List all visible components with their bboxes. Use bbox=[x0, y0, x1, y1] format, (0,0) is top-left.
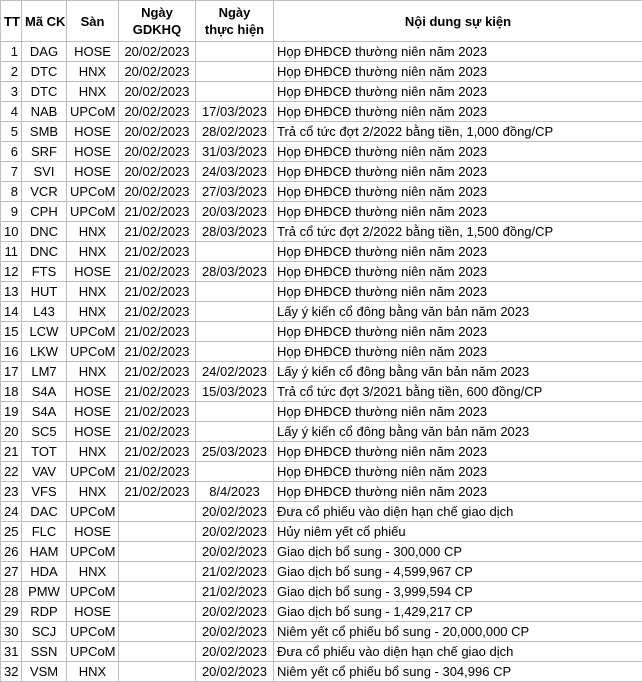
cell-ex-date: 21/02/2023 bbox=[119, 422, 196, 442]
cell-tt: 30 bbox=[1, 622, 22, 642]
cell-event: Giao dịch bổ sung - 4,599,967 CP bbox=[274, 562, 642, 582]
cell-code: DAC bbox=[22, 502, 67, 522]
cell-code: HUT bbox=[22, 282, 67, 302]
cell-event: Họp ĐHĐCĐ thường niên năm 2023 bbox=[274, 262, 642, 282]
cell-ex-date: 21/02/2023 bbox=[119, 222, 196, 242]
cell-exchange: UPCoM bbox=[67, 462, 119, 482]
cell-impl-date: 20/03/2023 bbox=[196, 202, 274, 222]
cell-impl-date: 15/03/2023 bbox=[196, 382, 274, 402]
cell-exchange: UPCoM bbox=[67, 202, 119, 222]
cell-code: VFS bbox=[22, 482, 67, 502]
cell-tt: 26 bbox=[1, 542, 22, 562]
cell-ex-date: 20/02/2023 bbox=[119, 162, 196, 182]
cell-impl-date bbox=[196, 242, 274, 262]
cell-impl-date: 21/02/2023 bbox=[196, 582, 274, 602]
cell-exchange: UPCoM bbox=[67, 342, 119, 362]
cell-impl-date bbox=[196, 462, 274, 482]
cell-impl-date: 20/02/2023 bbox=[196, 502, 274, 522]
table-row bbox=[1, 282, 642, 302]
cell-exchange: HOSE bbox=[67, 142, 119, 162]
cell-exchange: HNX bbox=[67, 222, 119, 242]
cell-event: Họp ĐHĐCĐ thường niên năm 2023 bbox=[274, 322, 642, 342]
cell-impl-date: 20/02/2023 bbox=[196, 602, 274, 622]
cell-ex-date: 21/02/2023 bbox=[119, 402, 196, 422]
cell-impl-date: 20/02/2023 bbox=[196, 542, 274, 562]
cell-code: VSM bbox=[22, 662, 67, 682]
cell-impl-date bbox=[196, 62, 274, 82]
cell-exchange: HOSE bbox=[67, 42, 119, 62]
table-row bbox=[1, 182, 642, 202]
cell-ex-date: 21/02/2023 bbox=[119, 482, 196, 502]
cell-event: Họp ĐHĐCĐ thường niên năm 2023 bbox=[274, 182, 642, 202]
cell-ex-date bbox=[119, 662, 196, 682]
cell-ex-date: 20/02/2023 bbox=[119, 102, 196, 122]
cell-exchange: HNX bbox=[67, 282, 119, 302]
cell-code: SVI bbox=[22, 162, 67, 182]
cell-tt: 17 bbox=[1, 362, 22, 382]
table-row bbox=[1, 562, 642, 582]
cell-code: FTS bbox=[22, 262, 67, 282]
table-row bbox=[1, 442, 642, 462]
cell-tt: 5 bbox=[1, 122, 22, 142]
cell-impl-date bbox=[196, 282, 274, 302]
cell-impl-date bbox=[196, 402, 274, 422]
cell-code: SMB bbox=[22, 122, 67, 142]
cell-impl-date bbox=[196, 42, 274, 62]
cell-impl-date: 28/03/2023 bbox=[196, 222, 274, 242]
table-body bbox=[1, 42, 642, 682]
cell-impl-date: 8/4/2023 bbox=[196, 482, 274, 502]
cell-ex-date bbox=[119, 642, 196, 662]
cell-tt: 23 bbox=[1, 482, 22, 502]
cell-ex-date: 21/02/2023 bbox=[119, 342, 196, 362]
cell-impl-date: 20/02/2023 bbox=[196, 642, 274, 662]
cell-impl-date: 28/03/2023 bbox=[196, 262, 274, 282]
table-row bbox=[1, 42, 642, 62]
cell-code: DTC bbox=[22, 62, 67, 82]
cell-ex-date bbox=[119, 622, 196, 642]
cell-tt: 20 bbox=[1, 422, 22, 442]
header-ex-date-line1: Ngày bbox=[141, 5, 173, 20]
cell-tt: 4 bbox=[1, 102, 22, 122]
table-row bbox=[1, 422, 642, 442]
cell-event: Trả cổ tức đợt 2/2022 bằng tiền, 1,000 đồng/CP bbox=[274, 122, 642, 142]
cell-exchange: HNX bbox=[67, 242, 119, 262]
cell-exchange: UPCoM bbox=[67, 542, 119, 562]
cell-ex-date: 21/02/2023 bbox=[119, 462, 196, 482]
cell-event: Họp ĐHĐCĐ thường niên năm 2023 bbox=[274, 162, 642, 182]
cell-impl-date bbox=[196, 302, 274, 322]
cell-ex-date: 20/02/2023 bbox=[119, 142, 196, 162]
header-exchange: Sàn bbox=[67, 1, 119, 42]
cell-exchange: UPCoM bbox=[67, 622, 119, 642]
cell-exchange: HOSE bbox=[67, 422, 119, 442]
cell-exchange: HNX bbox=[67, 302, 119, 322]
cell-code: CPH bbox=[22, 202, 67, 222]
cell-exchange: UPCoM bbox=[67, 322, 119, 342]
cell-tt: 27 bbox=[1, 562, 22, 582]
cell-ex-date: 20/02/2023 bbox=[119, 122, 196, 142]
cell-event: Trả cổ tức đợt 3/2021 bằng tiền, 600 đồng/CP bbox=[274, 382, 642, 402]
cell-impl-date: 31/03/2023 bbox=[196, 142, 274, 162]
cell-ex-date: 21/02/2023 bbox=[119, 442, 196, 462]
cell-event: Họp ĐHĐCĐ thường niên năm 2023 bbox=[274, 142, 642, 162]
table-row bbox=[1, 242, 642, 262]
cell-exchange: HNX bbox=[67, 362, 119, 382]
cell-impl-date bbox=[196, 422, 274, 442]
cell-event: Niêm yết cổ phiếu bổ sung - 304,996 CP bbox=[274, 662, 642, 682]
table-row bbox=[1, 382, 642, 402]
cell-ex-date: 21/02/2023 bbox=[119, 382, 196, 402]
cell-ex-date: 21/02/2023 bbox=[119, 302, 196, 322]
table-row bbox=[1, 222, 642, 242]
cell-event: Họp ĐHĐCĐ thường niên năm 2023 bbox=[274, 402, 642, 422]
cell-exchange: HNX bbox=[67, 562, 119, 582]
header-impl-date bbox=[196, 1, 274, 42]
cell-event: Họp ĐHĐCĐ thường niên năm 2023 bbox=[274, 102, 642, 122]
header-tt: TT bbox=[1, 1, 22, 42]
cell-tt: 28 bbox=[1, 582, 22, 602]
cell-code: HAM bbox=[22, 542, 67, 562]
header-event: Nội dung sự kiện bbox=[274, 1, 642, 42]
cell-exchange: UPCoM bbox=[67, 182, 119, 202]
cell-impl-date: 24/02/2023 bbox=[196, 362, 274, 382]
cell-event: Giao dịch bổ sung - 1,429,217 CP bbox=[274, 602, 642, 622]
cell-code: RDP bbox=[22, 602, 67, 622]
cell-tt: 21 bbox=[1, 442, 22, 462]
table-row bbox=[1, 482, 642, 502]
cell-event: Họp ĐHĐCĐ thường niên năm 2023 bbox=[274, 62, 642, 82]
table-row bbox=[1, 602, 642, 622]
cell-ex-date: 21/02/2023 bbox=[119, 242, 196, 262]
cell-ex-date: 20/02/2023 bbox=[119, 82, 196, 102]
cell-event: Họp ĐHĐCĐ thường niên năm 2023 bbox=[274, 462, 642, 482]
table-row bbox=[1, 542, 642, 562]
cell-tt: 9 bbox=[1, 202, 22, 222]
cell-tt: 18 bbox=[1, 382, 22, 402]
cell-code: LKW bbox=[22, 342, 67, 362]
cell-impl-date bbox=[196, 82, 274, 102]
cell-exchange: HOSE bbox=[67, 122, 119, 142]
cell-event: Họp ĐHĐCĐ thường niên năm 2023 bbox=[274, 242, 642, 262]
table-row bbox=[1, 582, 642, 602]
header-impl-date-line1: Ngày bbox=[219, 5, 251, 20]
cell-impl-date: 24/03/2023 bbox=[196, 162, 274, 182]
cell-tt: 8 bbox=[1, 182, 22, 202]
table-row bbox=[1, 322, 642, 342]
table-row bbox=[1, 522, 642, 542]
cell-tt: 3 bbox=[1, 82, 22, 102]
cell-code: DNC bbox=[22, 242, 67, 262]
cell-event: Họp ĐHĐCĐ thường niên năm 2023 bbox=[274, 202, 642, 222]
cell-exchange: HOSE bbox=[67, 262, 119, 282]
table-row bbox=[1, 262, 642, 282]
cell-code: LM7 bbox=[22, 362, 67, 382]
table-row bbox=[1, 302, 642, 322]
cell-event: Trả cổ tức đợt 2/2022 bằng tiền, 1,500 đồng/CP bbox=[274, 222, 642, 242]
cell-ex-date: 20/02/2023 bbox=[119, 42, 196, 62]
cell-tt: 1 bbox=[1, 42, 22, 62]
table-row bbox=[1, 202, 642, 222]
cell-code: SCJ bbox=[22, 622, 67, 642]
cell-impl-date: 28/02/2023 bbox=[196, 122, 274, 142]
table-row bbox=[1, 402, 642, 422]
table-row bbox=[1, 82, 642, 102]
cell-tt: 7 bbox=[1, 162, 22, 182]
cell-exchange: HOSE bbox=[67, 602, 119, 622]
cell-ex-date: 21/02/2023 bbox=[119, 322, 196, 342]
cell-code: DAG bbox=[22, 42, 67, 62]
table-row bbox=[1, 142, 642, 162]
cell-tt: 32 bbox=[1, 662, 22, 682]
cell-impl-date: 25/03/2023 bbox=[196, 442, 274, 462]
cell-event: Niêm yết cổ phiếu bổ sung - 20,000,000 CP bbox=[274, 622, 642, 642]
cell-event: Giao dịch bổ sung - 300,000 CP bbox=[274, 542, 642, 562]
cell-event: Lấy ý kiến cổ đông bằng văn bản năm 2023 bbox=[274, 362, 642, 382]
table-row bbox=[1, 362, 642, 382]
cell-ex-date bbox=[119, 502, 196, 522]
cell-code: SRF bbox=[22, 142, 67, 162]
cell-code: DNC bbox=[22, 222, 67, 242]
cell-ex-date bbox=[119, 522, 196, 542]
cell-tt: 29 bbox=[1, 602, 22, 622]
cell-code: S4A bbox=[22, 402, 67, 422]
cell-exchange: HOSE bbox=[67, 382, 119, 402]
cell-code: VCR bbox=[22, 182, 67, 202]
cell-ex-date bbox=[119, 562, 196, 582]
cell-event: Họp ĐHĐCĐ thường niên năm 2023 bbox=[274, 42, 642, 62]
table-row bbox=[1, 662, 642, 682]
cell-event: Họp ĐHĐCĐ thường niên năm 2023 bbox=[274, 442, 642, 462]
table-row bbox=[1, 102, 642, 122]
table-row bbox=[1, 622, 642, 642]
cell-ex-date: 21/02/2023 bbox=[119, 282, 196, 302]
cell-impl-date: 17/03/2023 bbox=[196, 102, 274, 122]
cell-event: Họp ĐHĐCĐ thường niên năm 2023 bbox=[274, 282, 642, 302]
cell-tt: 25 bbox=[1, 522, 22, 542]
cell-code: S4A bbox=[22, 382, 67, 402]
cell-code: FLC bbox=[22, 522, 67, 542]
cell-ex-date bbox=[119, 582, 196, 602]
cell-event: Đưa cổ phiếu vào diện hạn chế giao dịch bbox=[274, 642, 642, 662]
cell-ex-date: 21/02/2023 bbox=[119, 362, 196, 382]
cell-exchange: UPCoM bbox=[67, 642, 119, 662]
cell-ex-date: 20/02/2023 bbox=[119, 182, 196, 202]
header-impl-date-line2: thực hiện bbox=[205, 22, 264, 37]
cell-tt: 22 bbox=[1, 462, 22, 482]
cell-code: LCW bbox=[22, 322, 67, 342]
cell-ex-date bbox=[119, 602, 196, 622]
cell-code: NAB bbox=[22, 102, 67, 122]
cell-exchange: HNX bbox=[67, 442, 119, 462]
cell-code: VAV bbox=[22, 462, 67, 482]
cell-code: SSN bbox=[22, 642, 67, 662]
cell-event: Họp ĐHĐCĐ thường niên năm 2023 bbox=[274, 82, 642, 102]
cell-ex-date: 21/02/2023 bbox=[119, 262, 196, 282]
table-row bbox=[1, 162, 642, 182]
cell-event: Lấy ý kiến cổ đông bằng văn bản năm 2023 bbox=[274, 422, 642, 442]
cell-code: HDA bbox=[22, 562, 67, 582]
cell-tt: 19 bbox=[1, 402, 22, 422]
header-ex-date-line2: GDKHQ bbox=[133, 22, 181, 37]
header-ex-date bbox=[119, 1, 196, 42]
table-row bbox=[1, 122, 642, 142]
table-row bbox=[1, 642, 642, 662]
cell-tt: 14 bbox=[1, 302, 22, 322]
table-row bbox=[1, 462, 642, 482]
cell-impl-date: 20/02/2023 bbox=[196, 522, 274, 542]
cell-exchange: HOSE bbox=[67, 402, 119, 422]
cell-event: Đưa cổ phiếu vào diện hạn chế giao dịch bbox=[274, 502, 642, 522]
cell-tt: 10 bbox=[1, 222, 22, 242]
cell-tt: 16 bbox=[1, 342, 22, 362]
cell-exchange: UPCoM bbox=[67, 102, 119, 122]
header-code: Mã CK bbox=[22, 1, 67, 42]
cell-exchange: HNX bbox=[67, 482, 119, 502]
cell-tt: 15 bbox=[1, 322, 22, 342]
cell-impl-date: 27/03/2023 bbox=[196, 182, 274, 202]
cell-exchange: UPCoM bbox=[67, 502, 119, 522]
table-row bbox=[1, 62, 642, 82]
cell-tt: 13 bbox=[1, 282, 22, 302]
cell-tt: 12 bbox=[1, 262, 22, 282]
cell-ex-date: 21/02/2023 bbox=[119, 202, 196, 222]
table-row bbox=[1, 502, 642, 522]
cell-tt: 11 bbox=[1, 242, 22, 262]
cell-impl-date: 20/02/2023 bbox=[196, 622, 274, 642]
cell-tt: 31 bbox=[1, 642, 22, 662]
cell-exchange: HOSE bbox=[67, 162, 119, 182]
cell-event: Hủy niêm yết cổ phiếu bbox=[274, 522, 642, 542]
cell-tt: 2 bbox=[1, 62, 22, 82]
cell-exchange: HNX bbox=[67, 662, 119, 682]
cell-event: Họp ĐHĐCĐ thường niên năm 2023 bbox=[274, 482, 642, 502]
cell-exchange: HNX bbox=[67, 62, 119, 82]
cell-exchange: UPCoM bbox=[67, 582, 119, 602]
cell-tt: 6 bbox=[1, 142, 22, 162]
cell-code: TOT bbox=[22, 442, 67, 462]
cell-ex-date: 20/02/2023 bbox=[119, 62, 196, 82]
cell-event: Lấy ý kiến cổ đông bằng văn bản năm 2023 bbox=[274, 302, 642, 322]
cell-impl-date bbox=[196, 342, 274, 362]
table-row bbox=[1, 342, 642, 362]
cell-ex-date bbox=[119, 542, 196, 562]
cell-event: Họp ĐHĐCĐ thường niên năm 2023 bbox=[274, 342, 642, 362]
cell-impl-date bbox=[196, 322, 274, 342]
cell-exchange: HNX bbox=[67, 82, 119, 102]
cell-code: SC5 bbox=[22, 422, 67, 442]
cell-code: DTC bbox=[22, 82, 67, 102]
cell-event: Giao dịch bổ sung - 3,999,594 CP bbox=[274, 582, 642, 602]
cell-impl-date: 21/02/2023 bbox=[196, 562, 274, 582]
cell-tt: 24 bbox=[1, 502, 22, 522]
cell-impl-date: 20/02/2023 bbox=[196, 662, 274, 682]
header-row bbox=[1, 1, 642, 42]
cell-exchange: HOSE bbox=[67, 522, 119, 542]
cell-code: PMW bbox=[22, 582, 67, 602]
cell-code: L43 bbox=[22, 302, 67, 322]
